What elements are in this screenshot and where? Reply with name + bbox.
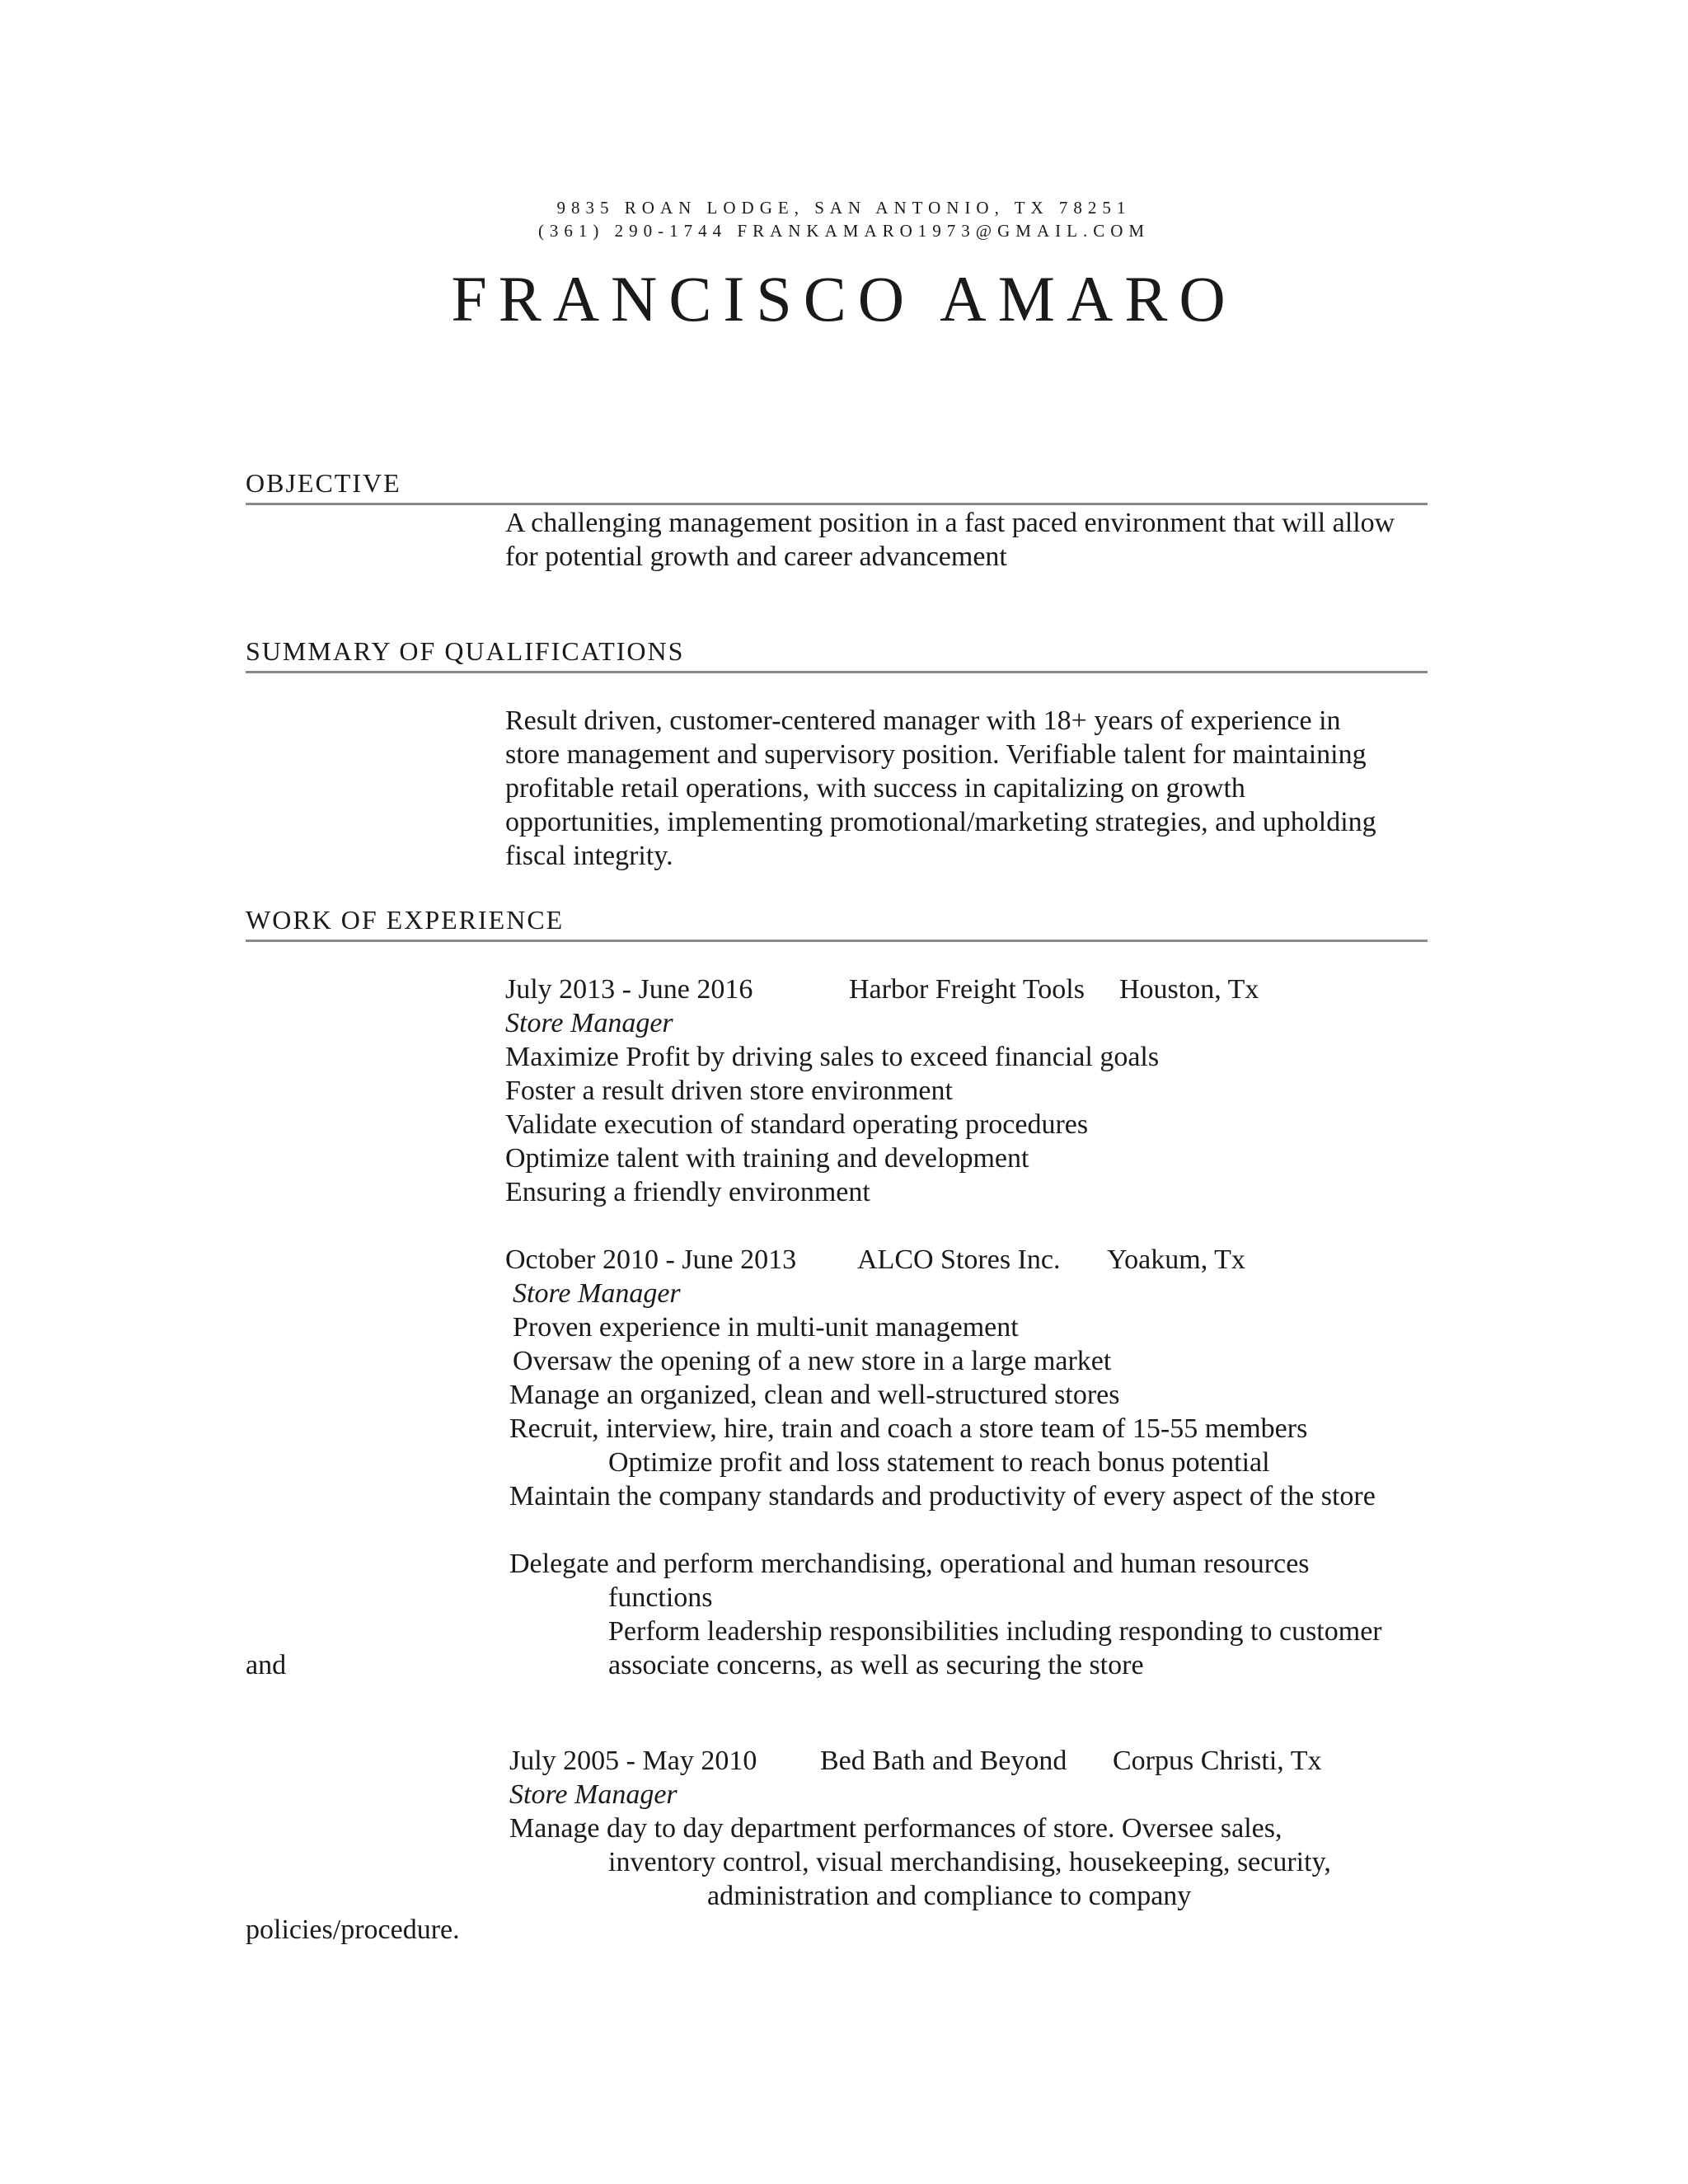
- job-duty: Manage day to day department performances of store. Oversee sales,: [509, 1813, 1282, 1844]
- summary-line: Result driven, customer-centered manager with 18+ years of experience in: [505, 705, 1341, 736]
- job-duty: Manage an organized, clean and well-structured stores: [509, 1380, 1120, 1410]
- objective-line: A challenging management position in a fast paced environment that will allow: [505, 508, 1395, 538]
- objective-divider: [246, 503, 1428, 505]
- job-company: Harbor Freight Tools: [849, 974, 1085, 1005]
- summary-line: store management and supervisory position. Verifiable talent for maintaining: [505, 739, 1367, 770]
- job-company: ALCO Stores Inc.: [857, 1244, 1061, 1275]
- summary-line: opportunities, implementing promotional/marketing strategies, and upholding: [505, 807, 1376, 837]
- summary-line: fiscal integrity.: [505, 841, 673, 871]
- job-dates: July 2005 - May 2010: [509, 1746, 757, 1776]
- job-duty: policies/procedure.: [246, 1915, 460, 1945]
- job-role: Store Manager: [509, 1779, 678, 1810]
- job-location: Yoakum, Tx: [1107, 1244, 1245, 1275]
- job-location: Houston, Tx: [1119, 974, 1259, 1005]
- job-duty: Perform leadership responsibilities including responding to customer: [608, 1616, 1382, 1647]
- job-location: Corpus Christi, Tx: [1113, 1746, 1322, 1776]
- job-duty: associate concerns, as well as securing the store: [608, 1650, 1144, 1680]
- job-duty: functions: [608, 1582, 713, 1613]
- contact-address: 9835 ROAN LODGE, SAN ANTONIO, TX 78251: [556, 198, 1132, 218]
- job-company: Bed Bath and Beyond: [820, 1746, 1067, 1776]
- job-duty: Oversaw the opening of a new store in a large market: [513, 1346, 1112, 1376]
- job-duty: Foster a result driven store environment: [505, 1076, 953, 1106]
- summary-line: profitable retail operations, with success in capitalizing on growth: [505, 773, 1245, 804]
- experience-divider: [246, 940, 1428, 942]
- job-duty: administration and compliance to company: [707, 1881, 1192, 1911]
- job-duty: Maximize Profit by driving sales to exceed financial goals: [505, 1042, 1160, 1072]
- job-role: Store Manager: [505, 1008, 673, 1038]
- job-duty: Recruit, interview, hire, train and coach a store team of 15-55 members: [509, 1413, 1308, 1444]
- job-dates: July 2013 - June 2016: [505, 974, 753, 1005]
- job-duty: Validate execution of standard operating procedures: [505, 1109, 1089, 1140]
- summary-divider: [246, 671, 1428, 673]
- job-duty: Proven experience in multi-unit management: [513, 1312, 1019, 1343]
- job-duty: inventory control, visual merchandising, housekeeping, security,: [608, 1847, 1331, 1877]
- candidate-name: FRANCISCO AMARO: [451, 263, 1237, 335]
- job-duty: Optimize talent with training and development: [505, 1143, 1029, 1174]
- objective-line: for potential growth and career advancement: [505, 541, 1007, 572]
- job-duty: Ensuring a friendly environment: [505, 1177, 870, 1207]
- job-duty: Maintain the company standards and productivity of every aspect of the store: [509, 1481, 1376, 1511]
- job-duty: and: [246, 1650, 287, 1680]
- job-role: Store Manager: [513, 1278, 681, 1309]
- job-dates: October 2010 - June 2013: [505, 1244, 797, 1275]
- job-duty: Delegate and perform merchandising, operational and human resources: [509, 1549, 1310, 1579]
- objective-heading: OBJECTIVE: [246, 468, 401, 498]
- experience-heading: WORK OF EXPERIENCE: [246, 905, 565, 935]
- summary-heading: SUMMARY OF QUALIFICATIONS: [246, 636, 685, 666]
- job-duty: Optimize profit and loss statement to reach bonus potential: [608, 1447, 1270, 1478]
- contact-phone-email: (361) 290-1744 FRANKAMARO1973@GMAIL.COM: [537, 221, 1151, 241]
